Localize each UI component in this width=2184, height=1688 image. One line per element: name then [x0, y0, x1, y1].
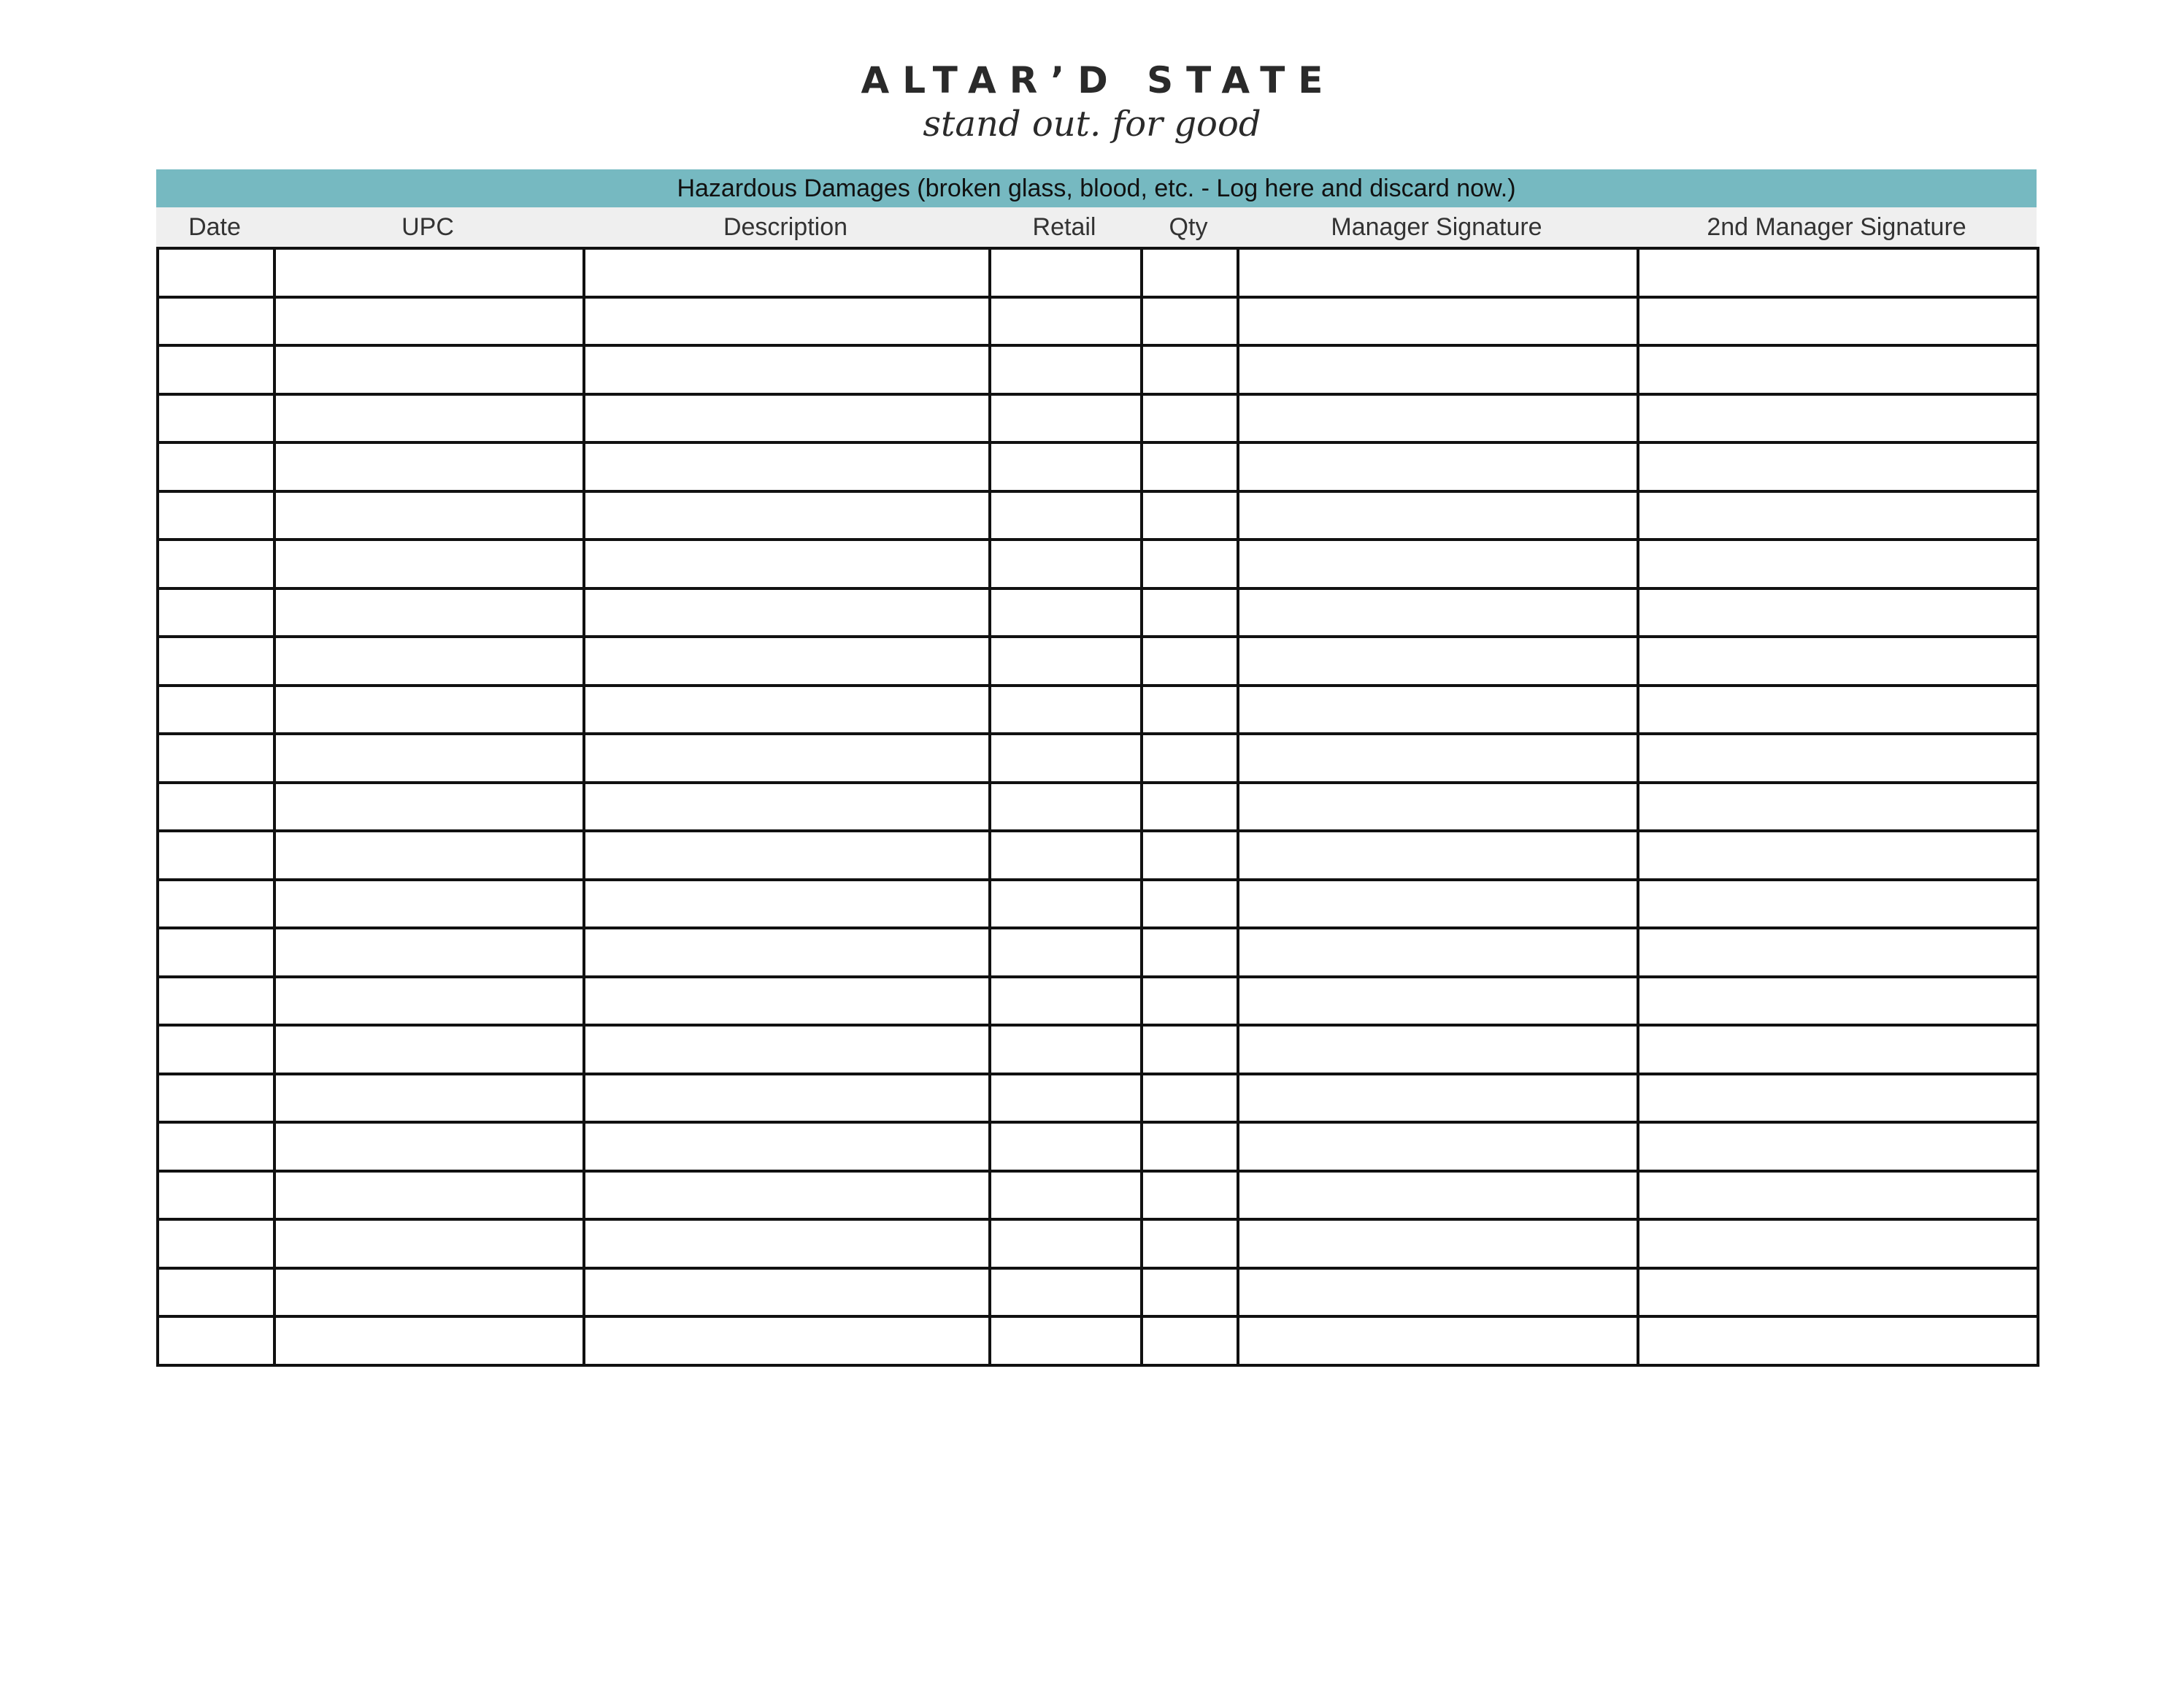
- qty-cell[interactable]: [1142, 1268, 1238, 1317]
- retail-cell[interactable]: [990, 491, 1142, 540]
- second-manager-signature-cell[interactable]: [1638, 491, 2038, 540]
- description-cell[interactable]: [584, 831, 990, 880]
- upc-cell[interactable]: [274, 734, 584, 783]
- date-cell[interactable]: [158, 1122, 274, 1171]
- manager-signature-cell[interactable]: [1238, 880, 1638, 929]
- qty-cell[interactable]: [1142, 783, 1238, 832]
- description-cell[interactable]: [584, 1171, 990, 1220]
- date-cell[interactable]: [158, 880, 274, 929]
- column-header-manager-signature: Manager Signature: [1331, 213, 1542, 241]
- second-manager-signature-cell[interactable]: [1638, 831, 2038, 880]
- second-manager-signature-cell[interactable]: [1638, 345, 2038, 394]
- manager-signature-cell[interactable]: [1238, 1025, 1638, 1074]
- description-cell[interactable]: [584, 442, 990, 491]
- logo-tagline: stand out. for good: [923, 104, 1261, 145]
- second-manager-signature-cell[interactable]: [1638, 1122, 2038, 1171]
- qty-cell[interactable]: [1142, 1219, 1238, 1268]
- qty-cell[interactable]: [1142, 1316, 1238, 1365]
- table-row: [158, 928, 2038, 977]
- retail-cell[interactable]: [990, 686, 1142, 734]
- qty-cell[interactable]: [1142, 248, 1238, 297]
- manager-signature-cell[interactable]: [1238, 831, 1638, 880]
- column-header-retail: Retail: [1032, 213, 1096, 241]
- description-cell[interactable]: [584, 1219, 990, 1268]
- date-cell[interactable]: [158, 686, 274, 734]
- retail-cell[interactable]: [990, 734, 1142, 783]
- second-manager-signature-cell[interactable]: [1638, 734, 2038, 783]
- qty-cell[interactable]: [1142, 928, 1238, 977]
- qty-cell[interactable]: [1142, 540, 1238, 588]
- damages-log-body: [158, 248, 2038, 1365]
- qty-cell[interactable]: [1142, 977, 1238, 1026]
- qty-cell[interactable]: [1142, 686, 1238, 734]
- qty-cell[interactable]: [1142, 442, 1238, 491]
- table-row: [158, 1171, 2038, 1220]
- retail-cell[interactable]: [990, 540, 1142, 588]
- column-header-upc: UPC: [401, 213, 454, 241]
- table-row: [158, 1316, 2038, 1365]
- second-manager-signature-cell[interactable]: [1638, 540, 2038, 588]
- upc-cell[interactable]: [274, 928, 584, 977]
- manager-signature-cell[interactable]: [1238, 783, 1638, 832]
- retail-cell[interactable]: [990, 880, 1142, 929]
- second-manager-signature-cell[interactable]: [1638, 928, 2038, 977]
- table-row: [158, 1122, 2038, 1171]
- second-manager-signature-cell[interactable]: [1638, 977, 2038, 1026]
- second-manager-signature-cell[interactable]: [1638, 1316, 2038, 1365]
- qty-cell[interactable]: [1142, 394, 1238, 443]
- manager-signature-cell[interactable]: [1238, 588, 1638, 637]
- description-cell[interactable]: [584, 1025, 990, 1074]
- second-manager-signature-cell[interactable]: [1638, 783, 2038, 832]
- upc-cell[interactable]: [274, 1122, 584, 1171]
- qty-cell[interactable]: [1142, 588, 1238, 637]
- description-cell[interactable]: [584, 880, 990, 929]
- qty-cell[interactable]: [1142, 297, 1238, 346]
- second-manager-signature-cell[interactable]: [1638, 686, 2038, 734]
- second-manager-signature-cell[interactable]: [1638, 248, 2038, 297]
- table-row: [158, 248, 2038, 297]
- retail-cell[interactable]: [990, 928, 1142, 977]
- second-manager-signature-cell[interactable]: [1638, 1219, 2038, 1268]
- table-row: [158, 686, 2038, 734]
- retail-cell[interactable]: [990, 1074, 1142, 1123]
- description-cell[interactable]: [584, 1316, 990, 1365]
- table-row: [158, 491, 2038, 540]
- manager-signature-cell[interactable]: [1238, 1219, 1638, 1268]
- second-manager-signature-cell[interactable]: [1638, 394, 2038, 443]
- table-row: [158, 297, 2038, 346]
- qty-cell[interactable]: [1142, 637, 1238, 686]
- manager-signature-cell[interactable]: [1238, 345, 1638, 394]
- date-cell[interactable]: [158, 734, 274, 783]
- description-cell[interactable]: [584, 248, 990, 297]
- date-cell[interactable]: [158, 831, 274, 880]
- retail-cell[interactable]: [990, 345, 1142, 394]
- description-cell[interactable]: [584, 734, 990, 783]
- description-cell[interactable]: [584, 686, 990, 734]
- second-manager-signature-cell[interactable]: [1638, 1025, 2038, 1074]
- manager-signature-cell[interactable]: [1238, 248, 1638, 297]
- manager-signature-cell[interactable]: [1238, 734, 1638, 783]
- upc-cell[interactable]: [274, 491, 584, 540]
- retail-cell[interactable]: [990, 1025, 1142, 1074]
- retail-cell[interactable]: [990, 297, 1142, 346]
- retail-cell[interactable]: [990, 1122, 1142, 1171]
- table-row: [158, 831, 2038, 880]
- upc-cell[interactable]: [274, 1316, 584, 1365]
- qty-cell[interactable]: [1142, 345, 1238, 394]
- description-cell[interactable]: [584, 928, 990, 977]
- second-manager-signature-cell[interactable]: [1638, 588, 2038, 637]
- qty-cell[interactable]: [1142, 491, 1238, 540]
- qty-cell[interactable]: [1142, 734, 1238, 783]
- date-cell[interactable]: [158, 1268, 274, 1317]
- table-row: [158, 1074, 2038, 1123]
- qty-cell[interactable]: [1142, 1122, 1238, 1171]
- logo-brand-name: ALTAR’D STATE: [861, 59, 1337, 101]
- date-cell[interactable]: [158, 297, 274, 346]
- description-cell[interactable]: [584, 637, 990, 686]
- table-row: [158, 588, 2038, 637]
- retail-cell[interactable]: [990, 248, 1142, 297]
- column-header-row: [156, 207, 2037, 247]
- manager-signature-cell[interactable]: [1238, 637, 1638, 686]
- qty-cell[interactable]: [1142, 1025, 1238, 1074]
- date-cell[interactable]: [158, 1316, 274, 1365]
- upc-cell[interactable]: [274, 442, 584, 491]
- table-row: [158, 442, 2038, 491]
- table-row: [158, 1219, 2038, 1268]
- manager-signature-cell[interactable]: [1238, 1316, 1638, 1365]
- table-row: [158, 783, 2038, 832]
- retail-cell[interactable]: [990, 442, 1142, 491]
- column-header-2nd-manager-signature: 2nd Manager Signature: [1707, 213, 1966, 241]
- retail-cell[interactable]: [990, 394, 1142, 443]
- description-cell[interactable]: [584, 1268, 990, 1317]
- description-cell[interactable]: [584, 345, 990, 394]
- retail-cell[interactable]: [990, 977, 1142, 1026]
- table-row: [158, 394, 2038, 443]
- retail-cell[interactable]: [990, 1219, 1142, 1268]
- date-cell[interactable]: [158, 442, 274, 491]
- upc-cell[interactable]: [274, 831, 584, 880]
- second-manager-signature-cell[interactable]: [1638, 1074, 2038, 1123]
- date-cell[interactable]: [158, 1219, 274, 1268]
- retail-cell[interactable]: [990, 1316, 1142, 1365]
- upc-cell[interactable]: [274, 1219, 584, 1268]
- date-cell[interactable]: [158, 588, 274, 637]
- table-row: [158, 1268, 2038, 1317]
- manager-signature-cell[interactable]: [1238, 491, 1638, 540]
- qty-cell[interactable]: [1142, 880, 1238, 929]
- retail-cell[interactable]: [990, 637, 1142, 686]
- damages-log-table: [156, 247, 2039, 1367]
- upc-cell[interactable]: [274, 540, 584, 588]
- upc-cell[interactable]: [274, 637, 584, 686]
- manager-signature-cell[interactable]: [1238, 1122, 1638, 1171]
- retail-cell[interactable]: [990, 1171, 1142, 1220]
- description-cell[interactable]: [584, 977, 990, 1026]
- date-cell[interactable]: [158, 491, 274, 540]
- description-cell[interactable]: [584, 588, 990, 637]
- manager-signature-cell[interactable]: [1238, 1171, 1638, 1220]
- upc-cell[interactable]: [274, 588, 584, 637]
- upc-cell[interactable]: [274, 686, 584, 734]
- date-cell[interactable]: [158, 1074, 274, 1123]
- upc-cell[interactable]: [274, 1171, 584, 1220]
- manager-signature-cell[interactable]: [1238, 686, 1638, 734]
- retail-cell[interactable]: [990, 1268, 1142, 1317]
- date-cell[interactable]: [158, 345, 274, 394]
- upc-cell[interactable]: [274, 1025, 584, 1074]
- table-row: [158, 880, 2038, 929]
- description-cell[interactable]: [584, 394, 990, 443]
- date-cell[interactable]: [158, 540, 274, 588]
- description-cell[interactable]: [584, 1074, 990, 1123]
- manager-signature-cell[interactable]: [1238, 977, 1638, 1026]
- date-cell[interactable]: [158, 394, 274, 443]
- qty-cell[interactable]: [1142, 831, 1238, 880]
- description-cell[interactable]: [584, 1122, 990, 1171]
- qty-cell[interactable]: [1142, 1074, 1238, 1123]
- manager-signature-cell[interactable]: [1238, 540, 1638, 588]
- upc-cell[interactable]: [274, 297, 584, 346]
- date-cell[interactable]: [158, 1025, 274, 1074]
- date-cell[interactable]: [158, 248, 274, 297]
- table-row: [158, 734, 2038, 783]
- column-header-description: Description: [723, 213, 848, 241]
- table-row: [158, 637, 2038, 686]
- date-cell[interactable]: [158, 1171, 274, 1220]
- description-cell[interactable]: [584, 540, 990, 588]
- date-cell[interactable]: [158, 783, 274, 832]
- date-cell[interactable]: [158, 637, 274, 686]
- description-cell[interactable]: [584, 297, 990, 346]
- second-manager-signature-cell[interactable]: [1638, 1171, 2038, 1220]
- second-manager-signature-cell[interactable]: [1638, 637, 2038, 686]
- upc-cell[interactable]: [274, 248, 584, 297]
- manager-signature-cell[interactable]: [1238, 442, 1638, 491]
- retail-cell[interactable]: [990, 588, 1142, 637]
- retail-cell[interactable]: [990, 783, 1142, 832]
- upc-cell[interactable]: [274, 394, 584, 443]
- column-header-date: Date: [188, 213, 241, 241]
- manager-signature-cell[interactable]: [1238, 297, 1638, 346]
- date-cell[interactable]: [158, 928, 274, 977]
- upc-cell[interactable]: [274, 880, 584, 929]
- manager-signature-cell[interactable]: [1238, 394, 1638, 443]
- description-cell[interactable]: [584, 491, 990, 540]
- upc-cell[interactable]: [274, 1268, 584, 1317]
- upc-cell[interactable]: [274, 977, 584, 1026]
- manager-signature-cell[interactable]: [1238, 928, 1638, 977]
- date-cell[interactable]: [158, 977, 274, 1026]
- second-manager-signature-cell[interactable]: [1638, 442, 2038, 491]
- qty-cell[interactable]: [1142, 1171, 1238, 1220]
- retail-cell[interactable]: [990, 831, 1142, 880]
- table-row: [158, 977, 2038, 1026]
- company-logo: [0, 58, 2184, 145]
- form-title-banner: Hazardous Damages (broken glass, blood, etc. - Log here and discard now.): [156, 169, 2037, 207]
- second-manager-signature-cell[interactable]: [1638, 297, 2038, 346]
- table-row: [158, 345, 2038, 394]
- upc-cell[interactable]: [274, 1074, 584, 1123]
- upc-cell[interactable]: [274, 345, 584, 394]
- second-manager-signature-cell[interactable]: [1638, 1268, 2038, 1317]
- table-row: [158, 1025, 2038, 1074]
- upc-cell[interactable]: [274, 783, 584, 832]
- description-cell[interactable]: [584, 783, 990, 832]
- manager-signature-cell[interactable]: [1238, 1268, 1638, 1317]
- hazardous-damages-log-form: [156, 169, 2037, 1367]
- second-manager-signature-cell[interactable]: [1638, 880, 2038, 929]
- table-row: [158, 540, 2038, 588]
- column-header-qty: Qty: [1169, 213, 1208, 241]
- manager-signature-cell[interactable]: [1238, 1074, 1638, 1123]
